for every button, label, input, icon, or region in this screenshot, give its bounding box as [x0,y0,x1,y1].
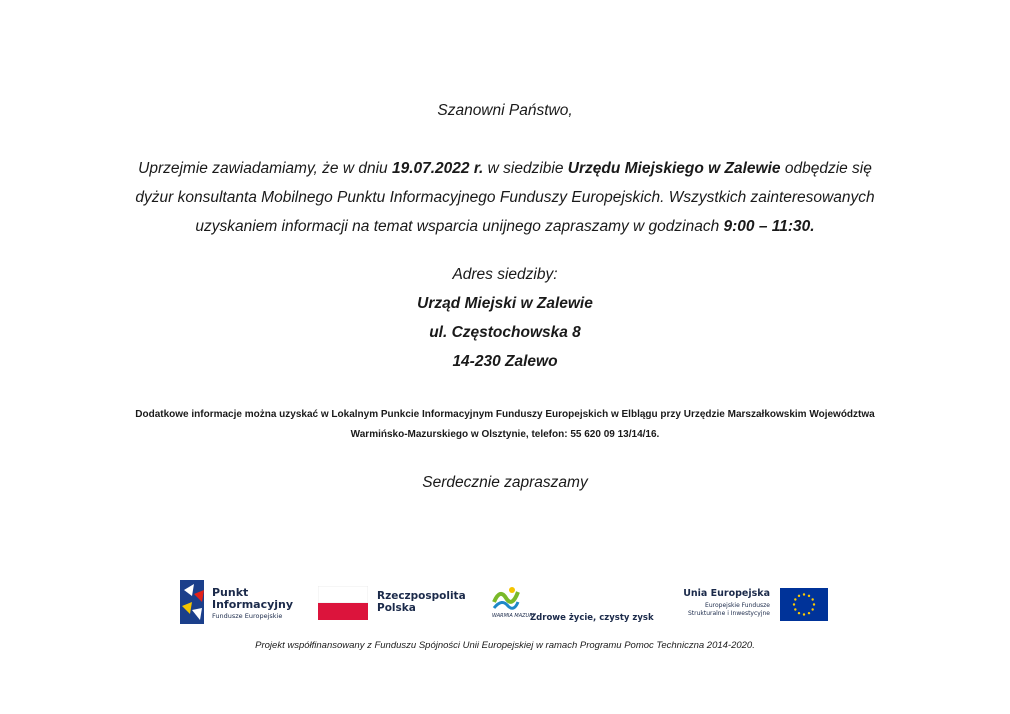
eu-subtitle-1: Europejskie Fundusze [705,602,770,609]
logo-bar [0,580,1010,630]
pif-title-2: Informacyjny [212,598,294,611]
info-line-2: Warmińsko-Mazurskiego w Olsztynie, telefon: 55 620 09 13/14/16. [350,429,660,440]
address-name: Urząd Miejski w Zalewie [417,295,593,312]
rp-logo [318,580,468,626]
eu-star-icon [798,612,800,614]
footer-note: Projekt współfinansowany z Funduszu Spójności Unii Europejskiej w ramach Programu Pomoc Techniczna 2014-2020. [255,640,755,651]
eu-flag-icon [780,588,828,621]
text-span: w siedzibie [483,160,568,177]
eu-star-icon [793,603,795,605]
pif-emblem-icon [180,580,208,624]
office-name: Urzędu Miejskiego w Zalewie [567,160,781,177]
text-span: odbędzie się [780,160,872,177]
address-street: ul. Częstochowska 8 [429,324,581,341]
paragraph-line-3 [0,218,1010,236]
event-date: 19.07.2022 r. [391,160,484,177]
closing: Serdecznie zapraszamy [422,474,588,491]
pif-logo [180,580,300,626]
eu-star-icon [811,608,813,610]
eu-star-icon [798,595,800,597]
event-hours: 9:00 – 11:30. [723,218,815,235]
pif-subtitle: Fundusze Europejskie [212,612,283,620]
pif-title-1: Punkt [212,586,249,599]
eu-star-icon [803,593,805,595]
text-span: uzyskaniem informacji na temat wsparcia unijnego zapraszamy w godzinach [195,218,724,235]
eu-star-icon [808,595,810,597]
text-span: Uprzejmie zawiadamiamy, że w dniu [138,160,392,177]
wm-slogan: Zdrowe życie, czysty zysk [530,613,654,623]
eu-star-icon [794,608,796,610]
eu-logo [672,580,832,626]
info-line-1: Dodatkowe informacje można uzyskać w Lokalnym Punkcie Informacyjnym Funduszy Europejskich w Elblągu przy Urzędzie Marszałkowskim Województwa [135,409,875,420]
wm-logo [490,580,654,626]
paragraph-line-2: dyżur konsultanta Mobilnego Punktu Informacyjnego Funduszy Europejskich. Wszystkich zainteresowanych [135,189,875,206]
eu-star-icon [794,598,796,600]
rp-line-1: Rzeczpospolita [377,590,466,602]
eu-subtitle-2: Strukturalne i Inwestycyjne [687,610,770,617]
polish-flag-icon [318,586,368,620]
warmia-mazury-emblem-icon [492,584,520,612]
address-label: Adres siedziby: [452,266,558,283]
eu-star-icon [803,613,805,615]
wm-small-label: WARMIA MAZURY [492,613,536,619]
eu-star-icon [813,603,815,605]
greeting: Szanowni Państwo, [437,102,573,119]
paragraph-line-1 [0,160,1010,178]
rp-line-2: Polska [377,602,416,614]
eu-star-icon [811,598,813,600]
eu-title: Unia Europejska [683,588,770,599]
address-city: 14-230 Zalewo [452,353,558,370]
eu-star-icon [808,612,810,614]
